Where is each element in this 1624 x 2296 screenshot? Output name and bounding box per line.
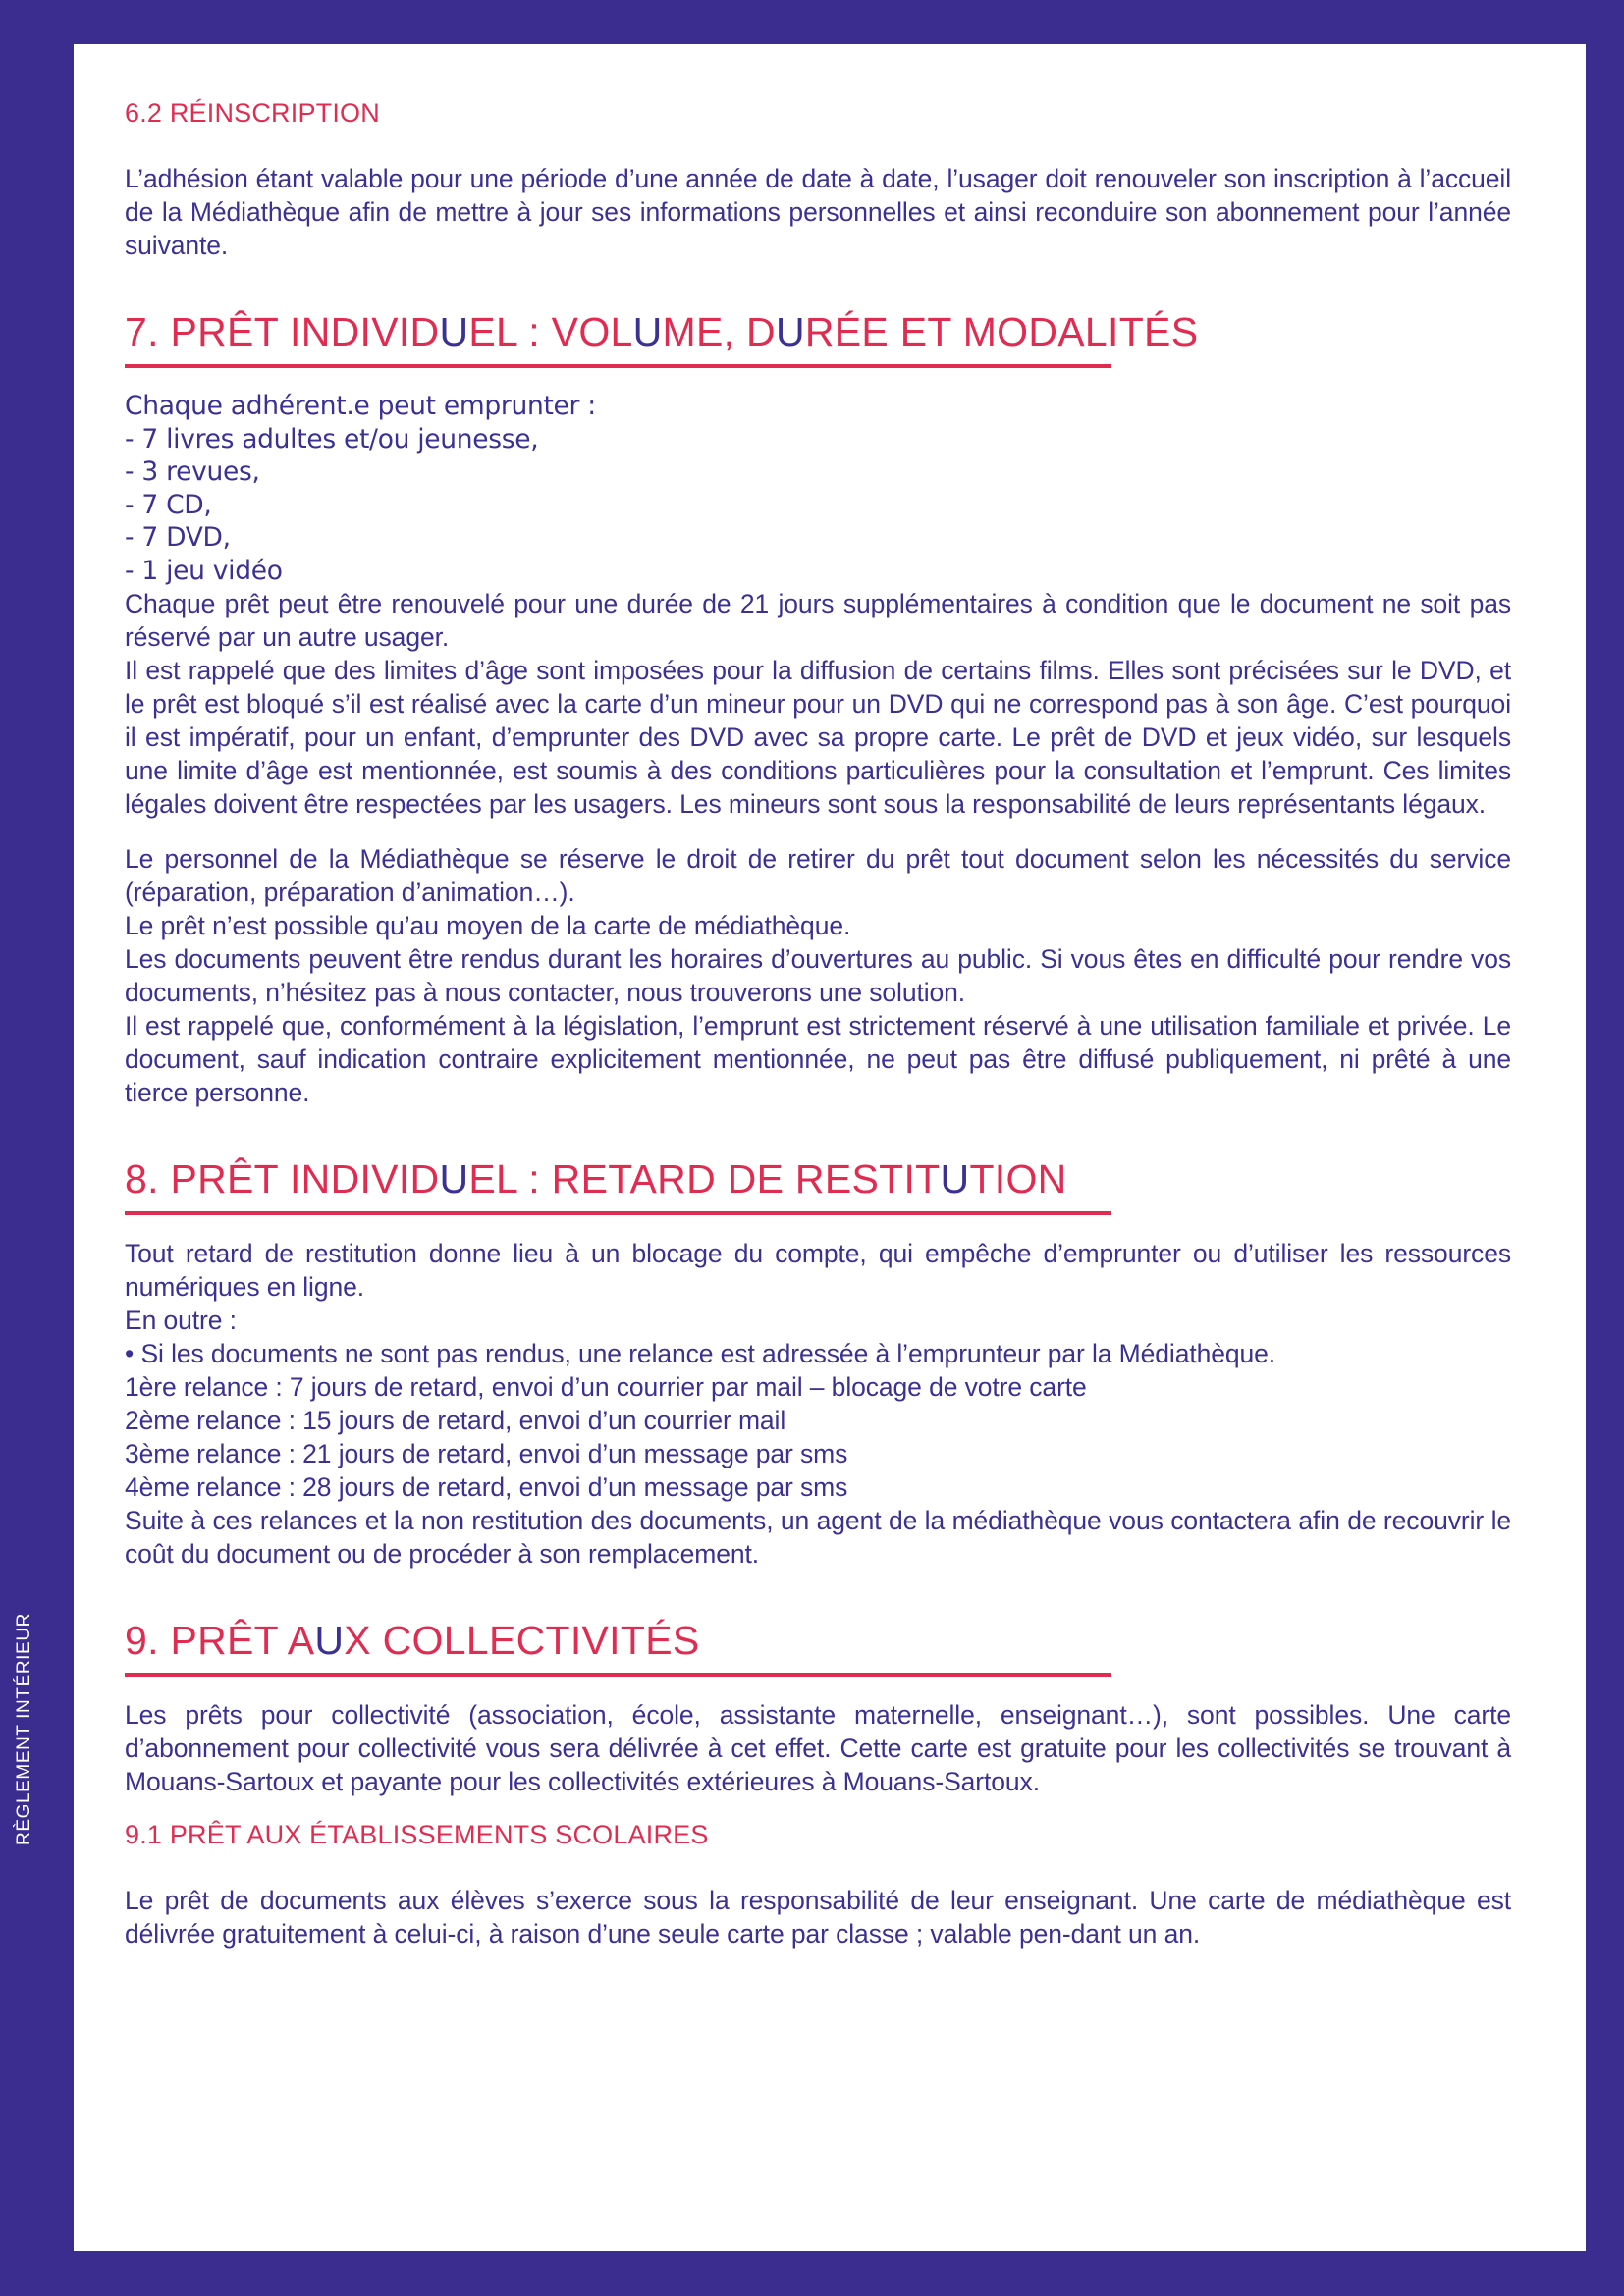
heading-7-part-6: U <box>632 309 663 354</box>
paragraph-6-2: L’adhésion étant valable pour une période d’une année de date à date, l’usager doit renouveler son inscription à l’accueil de la Médiathèque afin de mettre à jour ses informations personnelles et ainsi reconduire son abonnement pour l’année suivante. <box>125 164 1511 260</box>
vertical-margin-label: RÈGLEMENT INTÉRIEUR <box>14 1613 34 1845</box>
paragraph-7-personnel: Le personnel de la Médiathèque se réserve le droit de retirer du prêt tout document selon les nécessités du service (réparation, préparation d’animation…). <box>125 844 1511 907</box>
heading-7-part-7: ME, D <box>662 309 776 354</box>
heading-8-part-1: 8. PRÊT INDIVID <box>125 1156 440 1201</box>
relance-item: 3ème relance : 21 jours de retard, envoi d’un message par sms <box>125 1439 848 1468</box>
heading-8-retard-restitution <box>125 1154 1511 1203</box>
heading-7-part-5: EL : VOL <box>468 309 633 354</box>
heading-7-part-1: 7. PR <box>125 309 228 354</box>
paragraph-8-suite: Suite à ces relances et la non restitution des documents, un agent de la médiathèque vous contactera afin de recouvrir le coût du document ou de procéder à son remplacement. <box>125 1506 1511 1569</box>
heading-7-pret-individuel <box>125 307 1511 356</box>
relance-item: 4ème relance : 28 jours de retard, envoi d’un message par sms <box>125 1472 848 1502</box>
heading-6-2-reinscription: 6.2 RÉINSCRIPTION <box>125 98 380 128</box>
heading-8-part-2: U <box>439 1156 469 1201</box>
list-item: - 1 jeu vidéo <box>125 555 283 586</box>
paragraph-7-renouvellement: Chaque prêt peut être renouvelé pour une durée de 21 jours supplémentaires à condition que le document ne soit pas réservé par un autre usager. <box>125 589 1511 652</box>
heading-8-part-3: EL : RETARD DE RESTIT <box>468 1156 941 1201</box>
paragraph-9-1: Le prêt de documents aux élèves s’exerce sous la responsabilité de leur enseignant. Une carte de médiathèque est délivrée gratuitement à celui-ci, à raison d’une seule carte par classe ; valable pen-dant un an. <box>125 1886 1511 1949</box>
heading-9-part-2: U <box>314 1618 345 1663</box>
paragraph-8-bullet: • Si les documents ne sont pas rendus, une relance est adressée à l’emprunteur par la Médiathèque. <box>125 1339 1276 1368</box>
paragraph-7-retour: Les documents peuvent être rendus durant les horaires d’ouvertures au public. Si vous êtes en difficulté pour rendre vos documents, n’hésitez pas à nous contacter, nous trouverons une solution. <box>125 944 1511 1007</box>
paragraph-8-intro: Tout retard de restitution donne lieu à un blocage du compte, qui empêche d’emprunter ou d’utiliser les ressources numériques en ligne. <box>125 1239 1511 1302</box>
paragraph-7-legislation: Il est rappelé que, conformément à la législation, l’emprunt est strictement réservé à une utilisation familiale et privée. Le document, sauf indication contraire explicitement mentionnée, ne peut pas être diffusé publiquement, ni prêté à une tierce personne. <box>125 1011 1511 1107</box>
relance-item: 1ère relance : 7 jours de retard, envoi d’un courrier par mail – blocage de votre carte <box>125 1372 1087 1402</box>
heading-7-part-9: RÉE ET MODALITÉS <box>804 309 1199 354</box>
heading-7-part-2: Ê <box>227 309 254 354</box>
list-item: - 7 CD, <box>125 489 212 520</box>
paragraph-7-carte: Le prêt n’est possible qu’au moyen de la carte de médiathèque. <box>125 911 851 940</box>
list-7-intro: Chaque adhérent.e peut emprunter : <box>125 391 596 421</box>
heading-9-part-1: 9. PRÊT A <box>125 1618 315 1663</box>
list-item: - 3 revues, <box>125 456 260 487</box>
paragraph-9: Les prêts pour collectivité (association, école, assistante maternelle, enseignant…), sont possibles. Une carte d’abonnement pour collectivité vous sera délivrée à cet effet. Cette carte est gratuite pour les collectivités se trouvant à Mouans-Sartoux et payante pour les collectivités extérieures à Mouans-Sartoux. <box>125 1700 1511 1796</box>
list-item: - 7 DVD, <box>125 522 231 553</box>
heading-9-part-3: X COLLECTIVITÉS <box>344 1618 700 1663</box>
heading-7-part-4: U <box>439 309 469 354</box>
paper-sheet <box>74 44 1586 2251</box>
paragraph-7-limites-age: Il est rappelé que des limites d’âge sont imposées pour la diffusion de certains films. Elles sont précisées sur le DVD, et le prêt est bloqué s’il est réalisé avec la carte d’un mineur pour un DVD qui ne correspond pas à son âge. C’est pourquoi il est impératif, pour un enfant, d’emprunter des DVD avec sa propre carte. Le prêt de DVD et jeux vidéo, sur lesquels une limite d’âge est mentionnée, est soumis à des conditions particulières pour la consultation et l’emprunt. Ces limites légales doivent être respectées par les usagers. Les mineurs sont sous la responsabilité de leurs représentants légaux. <box>125 656 1511 819</box>
heading-8-part-4: U <box>940 1156 970 1201</box>
list-item: - 7 livres adultes et/ou jeunesse, <box>125 423 539 454</box>
paragraph-8-en-outre: En outre : <box>125 1306 237 1335</box>
heading-7-part-3: T INDIVID <box>253 309 440 354</box>
heading-8-part-5: TION <box>969 1156 1067 1201</box>
document-content <box>125 98 1511 1950</box>
relance-item: 2ème relance : 15 jours de retard, envoi d’un courrier mail <box>125 1406 786 1435</box>
heading-9-1-etablissements-scolaires: 9.1 PRÊT AUX ÉTABLISSEMENTS SCOLAIRES <box>125 1820 709 1849</box>
heading-9-pret-collectivites <box>125 1616 1511 1665</box>
heading-7-part-8: U <box>775 309 805 354</box>
